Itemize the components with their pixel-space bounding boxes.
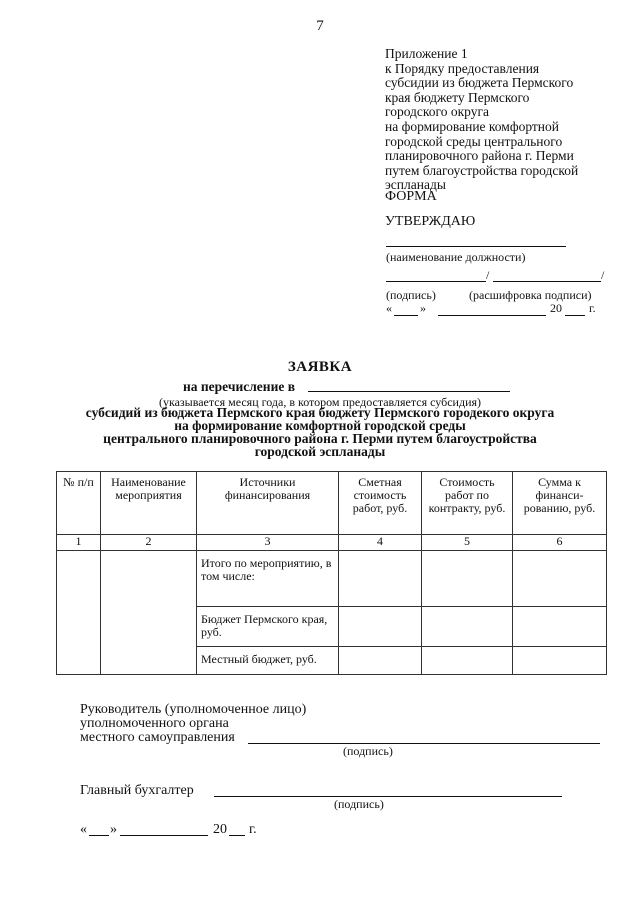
table-header-row	[57, 472, 607, 535]
row-regional-budget-label: Бюджет Пермского края, руб.	[197, 607, 339, 647]
signature-field-line[interactable]	[386, 281, 486, 282]
position-field-line[interactable]	[386, 246, 566, 247]
decode-caption: (расшифровка подписи)	[469, 288, 592, 302]
table-number-row	[57, 535, 607, 551]
transfer-month-line[interactable]	[308, 391, 510, 392]
year-suffix: г.	[249, 822, 257, 837]
request-subtitle-2: на формирование комфортной городской среды	[174, 418, 466, 433]
position-caption: (наименование должности)	[386, 250, 526, 264]
request-subtitle-4: городской эспланады	[254, 444, 386, 459]
header-activity: Наименование мероприятия	[101, 472, 197, 535]
head-line-1: Руководитель (уполномоченное лицо)	[80, 702, 307, 717]
month-field-line[interactable]	[438, 315, 546, 316]
header-estimate: Сметная стоимость работ, руб.	[339, 472, 422, 535]
request-table	[56, 471, 607, 675]
table-row	[57, 551, 607, 607]
head-line-2: уполномоченного органа	[80, 716, 229, 731]
head-signature-line[interactable]	[248, 743, 600, 744]
row-total-label: Итого по мероприятию, в том числе:	[197, 551, 339, 607]
cell-amount[interactable]	[513, 647, 607, 675]
cell-contract[interactable]	[422, 551, 513, 607]
appendix-line: путем благоустройства городской	[385, 162, 579, 178]
date-open-quote: «	[386, 301, 392, 315]
column-number: 1	[57, 535, 101, 551]
request-title: ЗАЯВКА	[287, 359, 353, 375]
year-suffix: г.	[589, 301, 596, 315]
cell-amount[interactable]	[513, 607, 607, 647]
appendix-line: городской среды центрального	[385, 133, 563, 149]
year-prefix: 20	[213, 822, 227, 837]
appendix-line: края бюджету Пермского	[385, 89, 530, 105]
cell-activity[interactable]	[101, 551, 197, 675]
year-field-line[interactable]	[229, 835, 245, 836]
appendix-line: планировочного района г. Перми	[385, 148, 574, 164]
header-amount: Сумма к финанси-рованию, руб.	[513, 472, 607, 535]
approve-title: УТВЕРЖДАЮ	[385, 214, 476, 229]
appendix-note	[385, 47, 625, 193]
header-number: № п/п	[57, 472, 101, 535]
year-field-line[interactable]	[565, 315, 585, 316]
appendix-line: городского округа	[385, 104, 490, 120]
cell-amount[interactable]	[513, 551, 607, 607]
column-number: 4	[339, 535, 422, 551]
year-prefix: 20	[550, 301, 562, 315]
appendix-line: субсидии из бюджета Пермского	[385, 75, 574, 91]
header-sources: Источники финансирования	[197, 472, 339, 535]
date-close-quote: »	[420, 301, 426, 315]
decode-field-line[interactable]	[493, 281, 601, 282]
cell-contract[interactable]	[422, 607, 513, 647]
appendix-line: Приложение 1	[385, 46, 468, 61]
accountant-label: Главный бухгалтер	[80, 783, 194, 798]
cell-contract[interactable]	[422, 647, 513, 675]
header-contract: Стоимость работ по контракту, руб.	[422, 472, 513, 535]
cell-estimate[interactable]	[339, 647, 422, 675]
appendix-line: к Порядку предоставления	[385, 60, 540, 76]
request-subtitle-3: центрального планировочного района г. Перми путем благоустройства	[103, 431, 537, 446]
slash-separator: /	[486, 268, 490, 282]
head-line-3: местного самоуправления	[80, 730, 235, 745]
appendix-line: на формирование комфортной	[385, 118, 559, 134]
transfer-caption: (указывается месяц года, в котором предоставляется субсидия)	[158, 395, 482, 409]
day-field-line[interactable]	[394, 315, 418, 316]
row-local-budget-label: Местный бюджет, руб.	[197, 647, 339, 675]
day-field-line[interactable]	[89, 835, 109, 836]
cell-number[interactable]	[57, 551, 101, 675]
column-number: 3	[197, 535, 339, 551]
accountant-signature-line[interactable]	[214, 796, 562, 797]
month-field-line[interactable]	[120, 835, 208, 836]
accountant-signature-caption: (подпись)	[334, 797, 384, 811]
date-close-quote: »	[110, 822, 117, 837]
transfer-prefix: на перечисление в	[183, 379, 296, 394]
date-open-quote: «	[80, 822, 87, 837]
form-label: ФОРМА	[385, 189, 437, 204]
head-signature-caption: (подпись)	[343, 744, 393, 758]
page-number: 7	[316, 18, 324, 34]
cell-estimate[interactable]	[339, 607, 422, 647]
request-subtitle-1: субсидий из бюджета Пермского края бюджету Пермского городекого округа	[85, 405, 555, 420]
slash-end: /	[601, 268, 605, 282]
appendix-line: эспланады	[385, 177, 446, 193]
column-number: 6	[513, 535, 607, 551]
column-number: 5	[422, 535, 513, 551]
signature-caption: (подпись)	[386, 288, 436, 302]
cell-estimate[interactable]	[339, 551, 422, 607]
column-number: 2	[101, 535, 197, 551]
